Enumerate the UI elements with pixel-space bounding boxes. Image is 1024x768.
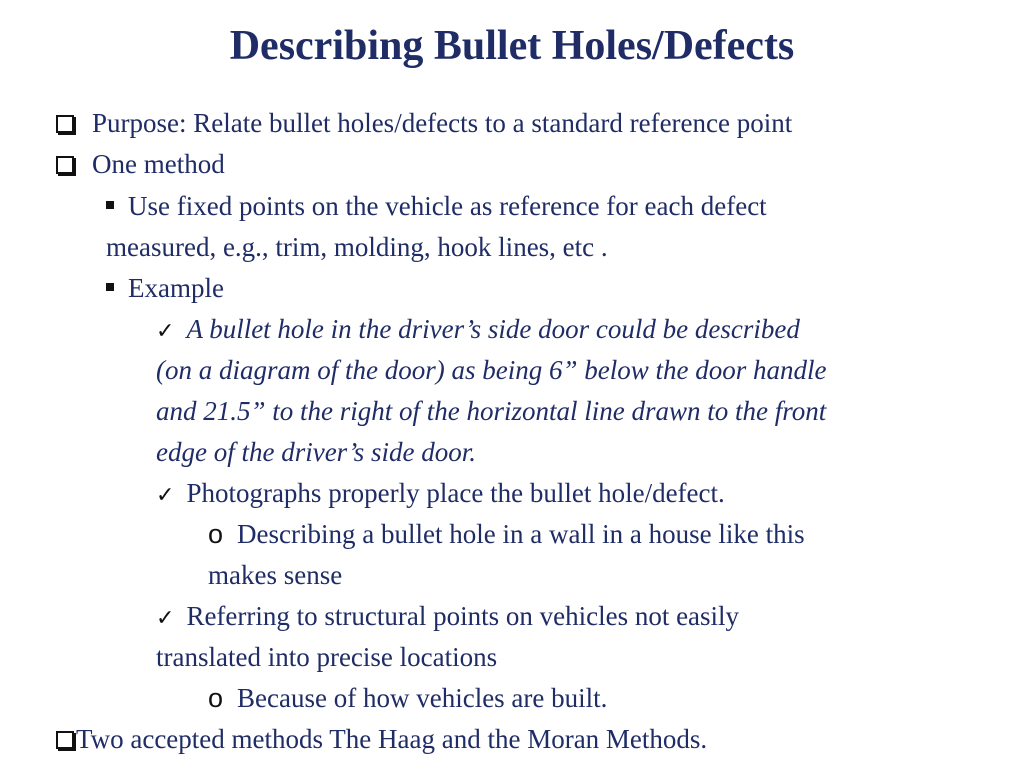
checkmark-icon: ✓	[156, 483, 175, 508]
structural-text-2: translated into precise locations	[156, 642, 498, 672]
checkmark-icon: ✓	[156, 606, 175, 631]
bullet-photographs	[156, 476, 725, 513]
bullet-wall	[208, 517, 805, 551]
wall-text-1: Describing a bullet hole in a wall in a house like this	[237, 519, 805, 549]
photographs-text: Photographs properly place the bullet hole/defect.	[186, 478, 725, 508]
fixed-points-text-1: Use fixed points on the vehicle as reference for each defect	[128, 191, 767, 221]
bullet-fixed-points	[106, 189, 767, 223]
italic-text-1: A bullet hole in the driver’s side door could be described	[186, 314, 800, 344]
checkbox-bullet-icon	[56, 115, 74, 133]
example-text: Example	[128, 273, 224, 303]
bullet-structural	[156, 599, 739, 636]
wall-continuation	[208, 558, 342, 592]
italic-continuation-1	[156, 353, 826, 387]
one-method-text: One method	[92, 149, 225, 179]
structural-text-1: Referring to structural points on vehicles not easily	[186, 601, 740, 631]
bullet-one-method	[56, 147, 225, 181]
circle-bullet-icon: o	[208, 519, 224, 549]
fixed-points-continuation	[106, 230, 608, 264]
fixed-points-text-2: measured, e.g., trim, molding, hook lines, etc .	[106, 232, 608, 262]
structural-continuation	[156, 640, 497, 674]
bullet-two-methods	[56, 722, 707, 756]
bullet-purpose	[56, 106, 792, 140]
bullet-example	[106, 271, 224, 305]
circle-bullet-icon: o	[208, 683, 224, 713]
checkbox-bullet-icon	[56, 156, 74, 174]
italic-text-4: edge of the driver’s side door.	[156, 437, 476, 467]
checkbox-bullet-icon	[56, 731, 74, 749]
slide-title: Describing Bullet Holes/Defects	[229, 23, 795, 69]
italic-continuation-3	[156, 435, 476, 469]
built-text: Because of how vehicles are built.	[237, 683, 608, 713]
bullet-italic-example	[156, 312, 800, 349]
wall-text-2: makes sense	[208, 560, 343, 590]
italic-text-3: and 21.5” to the right of the horizontal line drawn to the front	[156, 396, 827, 426]
square-bullet-icon	[106, 283, 114, 291]
bullet-built	[208, 681, 607, 715]
square-bullet-icon	[106, 201, 114, 209]
italic-continuation-2	[156, 394, 826, 428]
checkmark-icon: ✓	[156, 319, 175, 344]
purpose-text: Purpose: Relate bullet holes/defects to a standard reference point	[92, 108, 793, 138]
two-methods-text: Two accepted methods The Haag and the Moran Methods.	[76, 724, 708, 754]
italic-text-2: (on a diagram of the door) as being 6” below the door handle	[156, 355, 827, 385]
